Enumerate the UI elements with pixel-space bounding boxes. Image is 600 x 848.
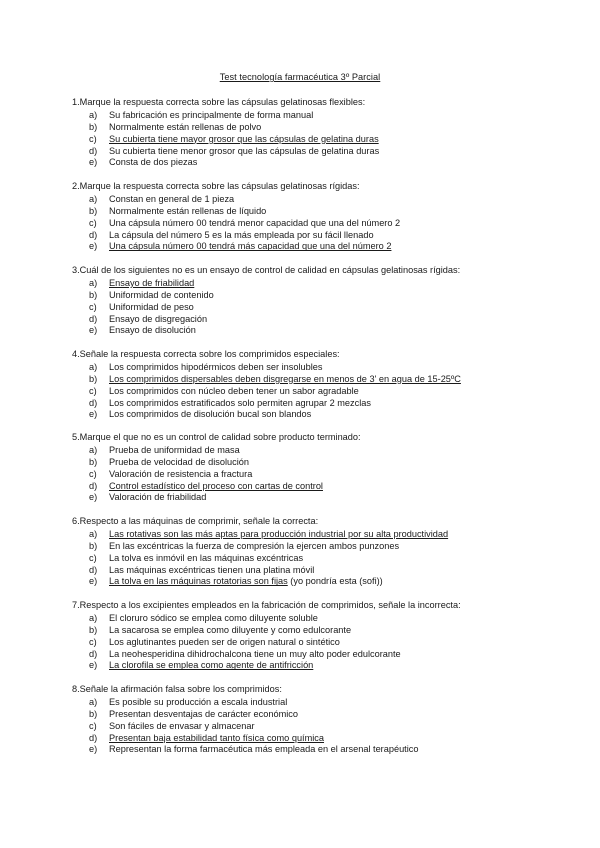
option-text	[109, 744, 418, 756]
question-7	[72, 600, 572, 672]
question-5	[72, 432, 572, 504]
option-label: Los comprimidos dispersables deben disgregarse en menos de 3' en agua de 15-25ºC	[109, 373, 461, 384]
option-letter: c)	[89, 217, 97, 228]
option-text	[109, 637, 340, 649]
marked-answer-text	[109, 529, 448, 541]
answer-option	[72, 709, 572, 721]
option-label: Los comprimidos con núcleo deben tener un sabor agradable	[109, 385, 359, 396]
answer-option	[72, 194, 572, 206]
option-label: Su fabricación es principalmente de forma manual	[109, 109, 314, 120]
answer-option	[72, 492, 572, 504]
answer-option	[72, 660, 572, 672]
answer-option	[72, 637, 572, 649]
option-label: Ensayo de disolución	[109, 325, 196, 336]
option-label: Las rotativas son las más aptas para producción industrial por su alta productividad	[109, 528, 449, 539]
option-label: La clorofila se emplea como agente de antifricción	[109, 660, 314, 671]
option-letter: a)	[89, 528, 98, 539]
question-text: 6.Respecto a las máquinas de comprimir, señale la correcta:	[72, 516, 319, 526]
option-text	[109, 553, 303, 565]
option-letter: c)	[89, 636, 97, 647]
option-label: La sacarosa se emplea como diluyente y como edulcorante	[109, 624, 352, 635]
option-letter: c)	[89, 720, 97, 731]
option-label: Representan la forma farmacéutica más empleada en el arsenal terapéutico	[109, 744, 419, 755]
option-text	[109, 492, 206, 504]
option-label: Normalmente están rellenas de líquido	[109, 205, 267, 216]
answer-option	[72, 241, 572, 253]
option-text	[109, 445, 240, 457]
option-label: Los comprimidos de disolución bucal son blandos	[109, 409, 312, 420]
answer-option	[72, 697, 572, 709]
option-text	[109, 194, 234, 206]
option-label: La neohesperidina dihidrochalcona tiene un muy alto poder edulcorante	[109, 648, 401, 659]
option-label: Los aglutinantes pueden ser de origen natural o sintético	[109, 636, 340, 647]
option-label: Una cápsula número 00 tendrá más capacidad que una del número 2	[109, 241, 392, 252]
option-label: Uniformidad de contenido	[109, 289, 214, 300]
answer-option	[72, 553, 572, 565]
answer-option	[72, 290, 572, 302]
option-letter: c)	[89, 133, 97, 144]
option-letter: a)	[89, 612, 98, 623]
option-text	[109, 709, 298, 721]
question-4	[72, 349, 572, 421]
option-label: Constan en general de 1 pieza	[109, 193, 235, 204]
option-text	[109, 721, 255, 733]
option-label: Presentan desventajas de carácter económico	[109, 708, 298, 719]
answer-option	[72, 278, 572, 290]
question-text: 2.Marque la respuesta correcta sobre las cápsulas gelatinosas rígidas:	[72, 181, 360, 191]
option-label: Valoración de resistencia a fractura	[109, 468, 253, 479]
question-text: 1.Marque la respuesta correcta sobre las cápsulas gelatinosas flexibles:	[72, 97, 366, 107]
answer-option	[72, 721, 572, 733]
option-letter: b)	[89, 540, 98, 551]
option-text	[109, 122, 261, 134]
answer-option	[72, 733, 572, 745]
marked-answer-text	[109, 278, 194, 290]
option-label: Las máquinas excéntricas tienen una platina móvil	[109, 564, 315, 575]
option-label: Su cubierta tiene menor grosor que las cápsulas de gelatina duras	[109, 145, 380, 156]
option-label: Es posible su producción a escala industrial	[109, 696, 288, 707]
answer-option	[72, 362, 572, 374]
answer-option	[72, 481, 572, 493]
answer-option	[72, 218, 572, 230]
answer-option	[72, 576, 572, 588]
option-letter: b)	[89, 121, 98, 132]
option-text	[109, 110, 313, 122]
answer-option	[72, 744, 572, 756]
marked-answer-text	[109, 733, 324, 745]
option-letter: e)	[89, 325, 98, 336]
question-text: 4.Señale la respuesta correcta sobre los comprimidos especiales:	[72, 349, 340, 359]
option-letter: e)	[89, 157, 98, 168]
option-letter: e)	[89, 492, 98, 503]
question-text: 8.Señale la afirmación falsa sobre los comprimidos:	[72, 684, 282, 694]
option-letter: d)	[89, 732, 98, 743]
option-letter: e)	[89, 241, 98, 252]
option-text	[109, 325, 196, 337]
marked-answer-text	[109, 374, 461, 386]
option-letter: a)	[89, 277, 98, 288]
marked-answer-text	[109, 576, 383, 588]
question-6	[72, 516, 572, 588]
answer-option	[72, 374, 572, 386]
option-label: Los comprimidos estratificados solo permiten agrupar 2 mezclas	[109, 397, 371, 408]
option-label: Los comprimidos hipodérmicos deben ser insolubles	[109, 361, 323, 372]
option-letter: d)	[89, 648, 98, 659]
option-label: Su cubierta tiene mayor grosor que las cápsulas de gelatina duras	[109, 133, 379, 144]
option-label: Ensayo de friabilidad	[109, 277, 195, 288]
answer-option	[72, 157, 572, 169]
option-label: Una cápsula número 00 tendrá menor capacidad que una del número 2	[109, 217, 401, 228]
option-letter: d)	[89, 145, 98, 156]
option-label: Son fáciles de envasar y almacenar	[109, 720, 255, 731]
option-letter: c)	[89, 468, 97, 479]
question-3	[72, 265, 572, 337]
option-letter: a)	[89, 444, 98, 455]
option-label: Prueba de uniformidad de masa	[109, 444, 240, 455]
option-label: Ensayo de disgregación	[109, 313, 208, 324]
option-label: Control estadístico del proceso con cartas de control	[109, 480, 323, 491]
answer-option	[72, 649, 572, 661]
answer-option	[72, 386, 572, 398]
answer-option	[72, 146, 572, 158]
option-label: Consta de dos piezas	[109, 157, 198, 168]
option-letter: d)	[89, 397, 98, 408]
question-text: 7.Respecto a los excipientes empleados en la fabricación de comprimidos, señale la incorrecta:	[72, 600, 461, 610]
option-letter: c)	[89, 552, 97, 563]
answer-option	[72, 230, 572, 242]
answer-option	[72, 122, 572, 134]
option-text	[109, 541, 399, 553]
option-text	[109, 469, 252, 481]
option-text	[109, 146, 379, 158]
option-label: En las excéntricas la fuerza de compresión la ejercen ambos punzones	[109, 540, 400, 551]
answer-option	[72, 529, 572, 541]
option-text	[109, 457, 249, 469]
option-letter: e)	[89, 576, 98, 587]
option-text	[109, 697, 287, 709]
option-text	[109, 157, 197, 169]
option-label: Uniformidad de peso	[109, 301, 194, 312]
option-label: La tolva en las máquinas rotatorias son fijas	[109, 576, 288, 587]
option-text	[109, 625, 351, 637]
option-letter: b)	[89, 205, 98, 216]
option-letter: e)	[89, 660, 98, 671]
option-text	[109, 362, 322, 374]
option-letter: e)	[89, 409, 98, 420]
answer-option	[72, 565, 572, 577]
option-text	[109, 206, 266, 218]
option-letter: b)	[89, 708, 98, 719]
option-letter: d)	[89, 229, 98, 240]
option-text	[109, 302, 194, 314]
option-label: Prueba de velocidad de disolución	[109, 456, 249, 467]
answer-option	[72, 445, 572, 457]
question-2	[72, 181, 572, 253]
answer-option	[72, 469, 572, 481]
question-8	[72, 684, 572, 756]
option-label: Valoración de friabilidad	[109, 492, 207, 503]
option-letter: b)	[89, 289, 98, 300]
answer-option	[72, 110, 572, 122]
option-label: El cloruro sódico se emplea como diluyente soluble	[109, 612, 318, 623]
option-letter: b)	[89, 373, 98, 384]
answer-option	[72, 302, 572, 314]
answer-option	[72, 325, 572, 337]
option-label: Presentan baja estabilidad tanto física como química	[109, 732, 325, 743]
option-letter: d)	[89, 564, 98, 575]
answer-option	[72, 409, 572, 421]
option-text	[109, 409, 311, 421]
option-label: La cápsula del número 5 es la más empleada por su fácil llenado	[109, 229, 374, 240]
answer-option	[72, 541, 572, 553]
option-text	[109, 649, 401, 661]
option-text	[109, 398, 371, 410]
answer-option	[72, 134, 572, 146]
option-text	[109, 565, 314, 577]
option-label: La tolva es inmóvil en las máquinas excéntricas	[109, 552, 304, 563]
option-letter: b)	[89, 624, 98, 635]
option-text	[109, 218, 400, 230]
handwritten-note: (yo pondría esta (sofi))	[287, 576, 383, 587]
answer-option	[72, 314, 572, 326]
marked-answer-text	[109, 660, 313, 672]
option-letter: a)	[89, 193, 98, 204]
answer-option	[72, 625, 572, 637]
option-text	[109, 386, 359, 398]
answer-option	[72, 613, 572, 625]
question-text: 5.Marque el que no es un control de calidad sobre producto terminado:	[72, 432, 361, 442]
option-letter: e)	[89, 744, 98, 755]
option-letter: d)	[89, 480, 98, 491]
answer-option	[72, 398, 572, 410]
marked-answer-text	[109, 481, 323, 493]
option-letter: c)	[89, 385, 97, 396]
option-letter: b)	[89, 456, 98, 467]
answer-option	[72, 457, 572, 469]
option-letter: a)	[89, 109, 98, 120]
answer-option	[72, 206, 572, 218]
option-letter: d)	[89, 313, 98, 324]
question-text: 3.Cuál de los siguientes no es un ensayo de control de calidad en cápsulas gelatinosas rígidas:	[72, 265, 461, 275]
option-text	[109, 290, 214, 302]
page-title: Test tecnología farmacéutica 3º Parcial	[219, 72, 381, 82]
option-text	[109, 613, 318, 625]
option-letter: c)	[89, 301, 97, 312]
option-label: Normalmente están rellenas de polvo	[109, 121, 262, 132]
marked-answer-text	[109, 241, 391, 253]
option-letter: a)	[89, 696, 98, 707]
marked-answer-text	[109, 134, 379, 146]
option-letter: a)	[89, 361, 98, 372]
option-text	[109, 230, 374, 242]
question-1	[72, 97, 572, 169]
option-text	[109, 314, 207, 326]
